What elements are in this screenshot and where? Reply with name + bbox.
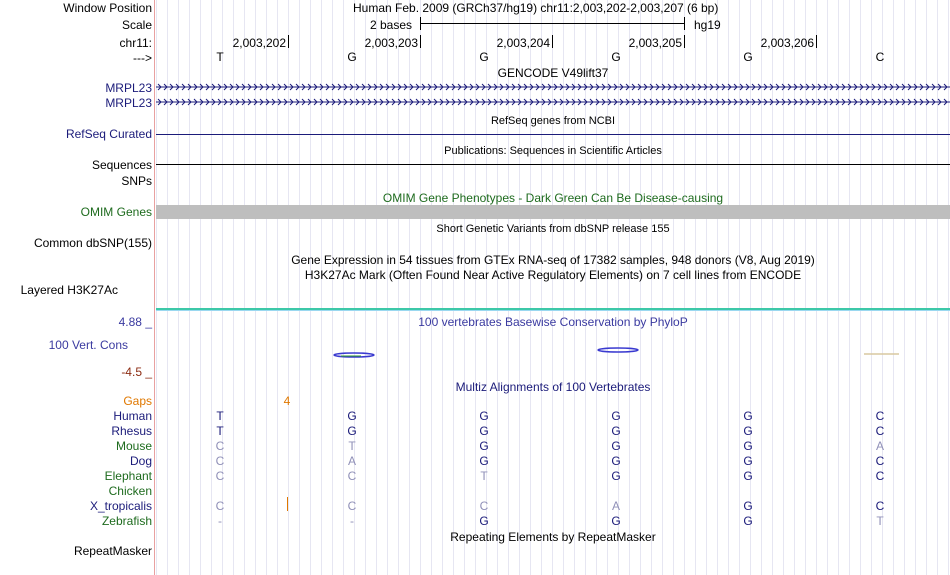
aligned-base: C [875, 409, 885, 423]
aligned-base: T [480, 469, 488, 483]
ruler-tick [816, 35, 817, 48]
gap-marker [287, 497, 288, 511]
aligned-base: T [348, 439, 356, 453]
aligned-base: G [743, 424, 753, 438]
aligned-base: G [611, 439, 621, 453]
transcript-arrows-1 [156, 81, 950, 93]
layered-h3k27ac-label[interactable]: Layered H3K27Ac [20, 283, 118, 297]
aligned-base: A [875, 439, 884, 453]
sequences-line [156, 164, 950, 165]
omim-genes-label[interactable]: OMIM Genes [80, 205, 152, 219]
aligned-base: T [216, 409, 224, 423]
ruler-position: 2,003,205 [628, 36, 682, 50]
aligned-base: G [479, 514, 489, 528]
aligned-base: G [347, 424, 357, 438]
publications-track-title[interactable]: Publications: Sequences in Scientific Articles [444, 145, 662, 157]
aligned-base: G [611, 469, 621, 483]
aligned-base: - [218, 514, 222, 528]
aligned-base: C [875, 469, 885, 483]
refseq-curated-label[interactable]: RefSeq Curated [65, 127, 152, 141]
species-label[interactable]: Zebrafish [101, 514, 152, 528]
gaps-label[interactable]: Gaps [123, 394, 152, 408]
gaps-value: 4 [283, 394, 291, 408]
ruler-tick [684, 35, 685, 48]
ruler-tick [420, 35, 421, 48]
aligned-base: G [479, 409, 489, 423]
window-position-label: Window Position [63, 1, 152, 15]
cons-mark-2 [598, 348, 638, 352]
aligned-base: G [479, 439, 489, 453]
aligned-base: C [215, 469, 225, 483]
cons-wiggle [156, 345, 950, 361]
aligned-base: C [875, 454, 885, 468]
aligned-base: G [743, 469, 753, 483]
scale-bar [420, 17, 685, 30]
aligned-base: G [611, 514, 621, 528]
ruler-position: 2,003,206 [760, 36, 814, 50]
aligned-base: C [875, 499, 885, 513]
common-dbsnp-label[interactable]: Common dbSNP(155) [33, 236, 152, 250]
sequences-label[interactable]: Sequences [91, 158, 152, 172]
aligned-base: G [611, 409, 621, 423]
aligned-base: - [350, 514, 354, 528]
aligned-base: G [743, 514, 753, 528]
aligned-base: C [347, 499, 357, 513]
aligned-base: A [611, 499, 620, 513]
mrpl23-transcript-2[interactable] [156, 96, 950, 108]
aligned-base: G [611, 424, 621, 438]
aligned-base: G [743, 499, 753, 513]
aligned-base: G [479, 424, 489, 438]
omim-track-title[interactable]: OMIM Gene Phenotypes - Dark Green Can Be Disease-causing [382, 191, 724, 205]
aligned-base: T [876, 514, 884, 528]
cons-label[interactable]: 100 Vert. Cons [48, 338, 128, 352]
scale-assembly: hg19 [694, 18, 721, 32]
mrpl23-label-1[interactable]: MRPL23 [105, 81, 152, 95]
ruler-position: 2,003,202 [232, 36, 286, 50]
snps-label[interactable]: SNPs [121, 174, 152, 188]
aligned-base: C [479, 499, 489, 513]
cons-track-title[interactable]: 100 vertebrates Basewise Conservation by PhyloP [418, 315, 688, 329]
ruler-position: 2,003,204 [496, 36, 550, 50]
species-label[interactable]: Rhesus [111, 424, 152, 438]
aligned-base: C [215, 499, 225, 513]
species-label[interactable]: X_tropicalis [89, 499, 152, 513]
aligned-base: T [216, 424, 224, 438]
aligned-base: A [347, 454, 356, 468]
transcript-arrows-2 [156, 96, 950, 108]
reference-base: G [347, 50, 357, 64]
cons-max-label: 4.88 _ [118, 315, 152, 329]
scale-label: Scale [121, 18, 152, 32]
multiz-track-title[interactable]: Multiz Alignments of 100 Vertebrates [455, 380, 651, 394]
chrom-label: chr11: [119, 36, 152, 50]
mrpl23-label-2[interactable]: MRPL23 [105, 96, 152, 110]
species-label[interactable]: Human [113, 409, 152, 423]
h3k27ac-signal-2 [156, 310, 950, 311]
gencode-track-title[interactable]: GENCODE V49lift37 [497, 66, 609, 80]
reference-base: T [216, 50, 224, 64]
species-label[interactable]: Dog [129, 454, 152, 468]
aligned-base: G [743, 439, 753, 453]
h3k27ac-track-title[interactable]: H3K27Ac Mark (Often Found Near Active Regulatory Elements) on 7 cell lines from ENCODE [304, 268, 802, 282]
repeatmasker-label[interactable]: RepeatMasker [73, 544, 152, 558]
species-label[interactable]: Mouse [115, 439, 152, 453]
species-label[interactable]: Elephant [104, 469, 152, 483]
strand-label: ---> [133, 51, 152, 65]
aligned-base: C [215, 439, 225, 453]
cons-min-label: -4.5 _ [121, 365, 152, 379]
aligned-base: G [743, 409, 753, 423]
aligned-base: G [611, 454, 621, 468]
scale-value: 2 bases [370, 18, 413, 32]
aligned-base: C [875, 424, 885, 438]
reference-base: G [743, 50, 753, 64]
refseq-track-title[interactable]: RefSeq genes from NCBI [490, 115, 616, 127]
aligned-base: G [743, 454, 753, 468]
reference-base: G [611, 50, 621, 64]
gtex-track-title[interactable]: Gene Expression in 54 tissues from GTEx RNA-seq of 17382 samples, 948 donors (V8, Aug 2019) [291, 253, 815, 267]
species-label[interactable]: Chicken [108, 484, 152, 498]
aligned-base: C [347, 469, 357, 483]
refseq-line [156, 134, 950, 135]
window-position-value: Human Feb. 2009 (GRCh37/hg19) chr11:2,003,202-2,003,207 (6 bp) [353, 1, 719, 15]
ruler-tick [288, 35, 289, 48]
reference-base: C [875, 50, 885, 64]
repeatmasker-track-title[interactable]: Repeating Elements by RepeatMasker [450, 530, 656, 544]
aligned-base: G [479, 454, 489, 468]
mrpl23-transcript-1[interactable] [156, 81, 950, 93]
ruler-position: 2,003,203 [364, 36, 418, 50]
dbsnp-track-title[interactable]: Short Genetic Variants from dbSNP release 155 [436, 223, 670, 235]
reference-base: G [479, 50, 489, 64]
aligned-base: G [347, 409, 357, 423]
ruler-tick [552, 35, 553, 48]
aligned-base: C [215, 454, 225, 468]
label-separator [154, 0, 155, 575]
omim-bar[interactable] [156, 205, 950, 219]
